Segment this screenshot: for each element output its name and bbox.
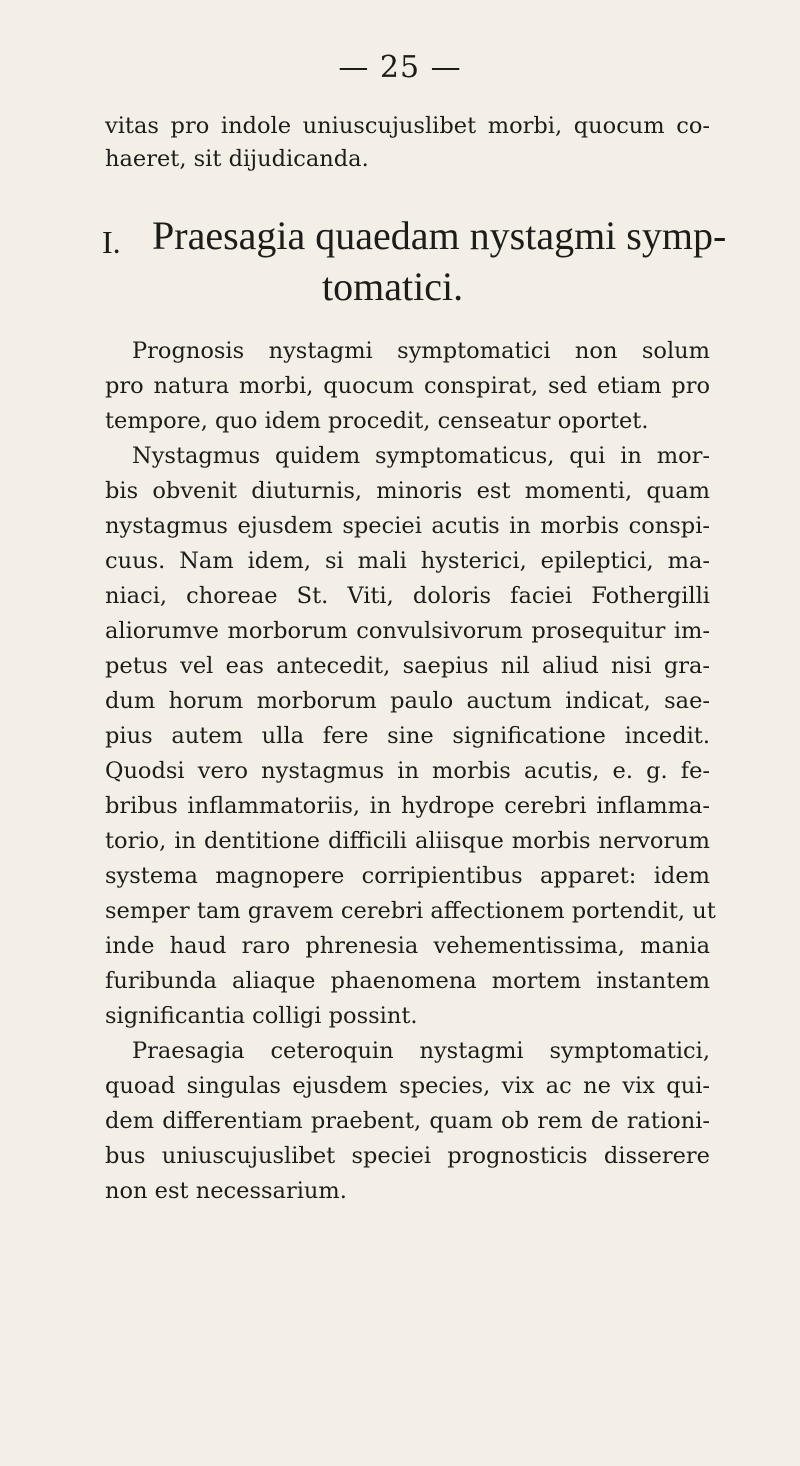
paragraph-2-line-3: nystagmus ejusdem speciei acutis in morbis conspi- [105,513,710,539]
paragraph-2-line-8: dum horum morborum paulo auctum indicat, sae- [105,688,710,714]
paragraph-2-line-13: systema magnopere corripientibus apparet: idem [105,863,710,889]
section-title-line-1: Praesagia quaedam nystagmi symp- [152,213,727,258]
paragraph-2-line-2: bis obvenit diuturnis, minoris est momenti, quam [105,478,710,504]
paragraph-1-line-1: Prognosis nystagmi symptomatici non solum [132,338,710,364]
paragraph-3-line-2: quoad singulas ejusdem species, vix ac ne vix qui- [105,1073,710,1099]
paragraph-3-line-5: non est necessarium. [105,1178,347,1204]
page-number: — 25 — [338,50,462,85]
paragraph-2-line-15: inde haud raro phrenesia vehementissima, mania [105,933,710,959]
section-title-line-2: tomatici. [322,264,464,309]
paragraph-3-line-3: dem differentiam praebent, quam ob rem de rationi- [105,1108,710,1134]
paragraph-3-line-4: bus uniuscujuslibet speciei prognosticis disserere [105,1143,710,1169]
paragraph-2-line-17: significantia colligi possint. [105,1003,418,1029]
paragraph-1-line-3: tempore, quo idem procedit, censeatur oportet. [105,408,649,434]
paragraph-3-line-1: Praesagia ceteroquin nystagmi symptomatici, [132,1038,710,1064]
paragraph-2-line-7: petus vel eas antecedit, saepius nil aliud nisi gra- [105,653,710,679]
intro-line-2: haeret, sit dijudicanda. [105,146,369,172]
paragraph-2-line-10: Quodsi vero nystagmus in morbis acutis, e. g. fe- [105,758,710,784]
paragraph-2-line-16: furibunda aliaque phaenomena mortem instantem [105,968,710,994]
paragraph-2-line-11: bribus inflammatoriis, in hydrope cerebri inflamma- [105,793,710,819]
paragraph-1-line-2: pro natura morbi, quocum conspirat, sed etiam pro [105,373,710,399]
paragraph-2-line-1: Nystagmus quidem symptomaticus, qui in mor- [132,443,710,469]
intro-line-1: vitas pro indole uniuscujuslibet morbi, quocum co- [105,113,710,139]
paragraph-2-line-5: niaci, choreae St. Viti, doloris faciei Fothergilli [105,583,710,609]
paragraph-2-line-9: pius autem ulla fere sine significatione incedit. [105,723,710,749]
paragraph-2-line-4: cuus. Nam idem, si mali hysterici, epileptici, ma- [105,548,710,574]
paragraph-2-line-6: aliorumve morborum convulsivorum prosequitur im- [105,618,710,644]
paragraph-2-line-14: semper tam gravem cerebri affectionem portendit, ut [105,898,716,924]
paragraph-2-line-12: torio, in dentitione difficili aliisque morbis nervorum [105,828,710,854]
section-number: I. [102,224,121,260]
